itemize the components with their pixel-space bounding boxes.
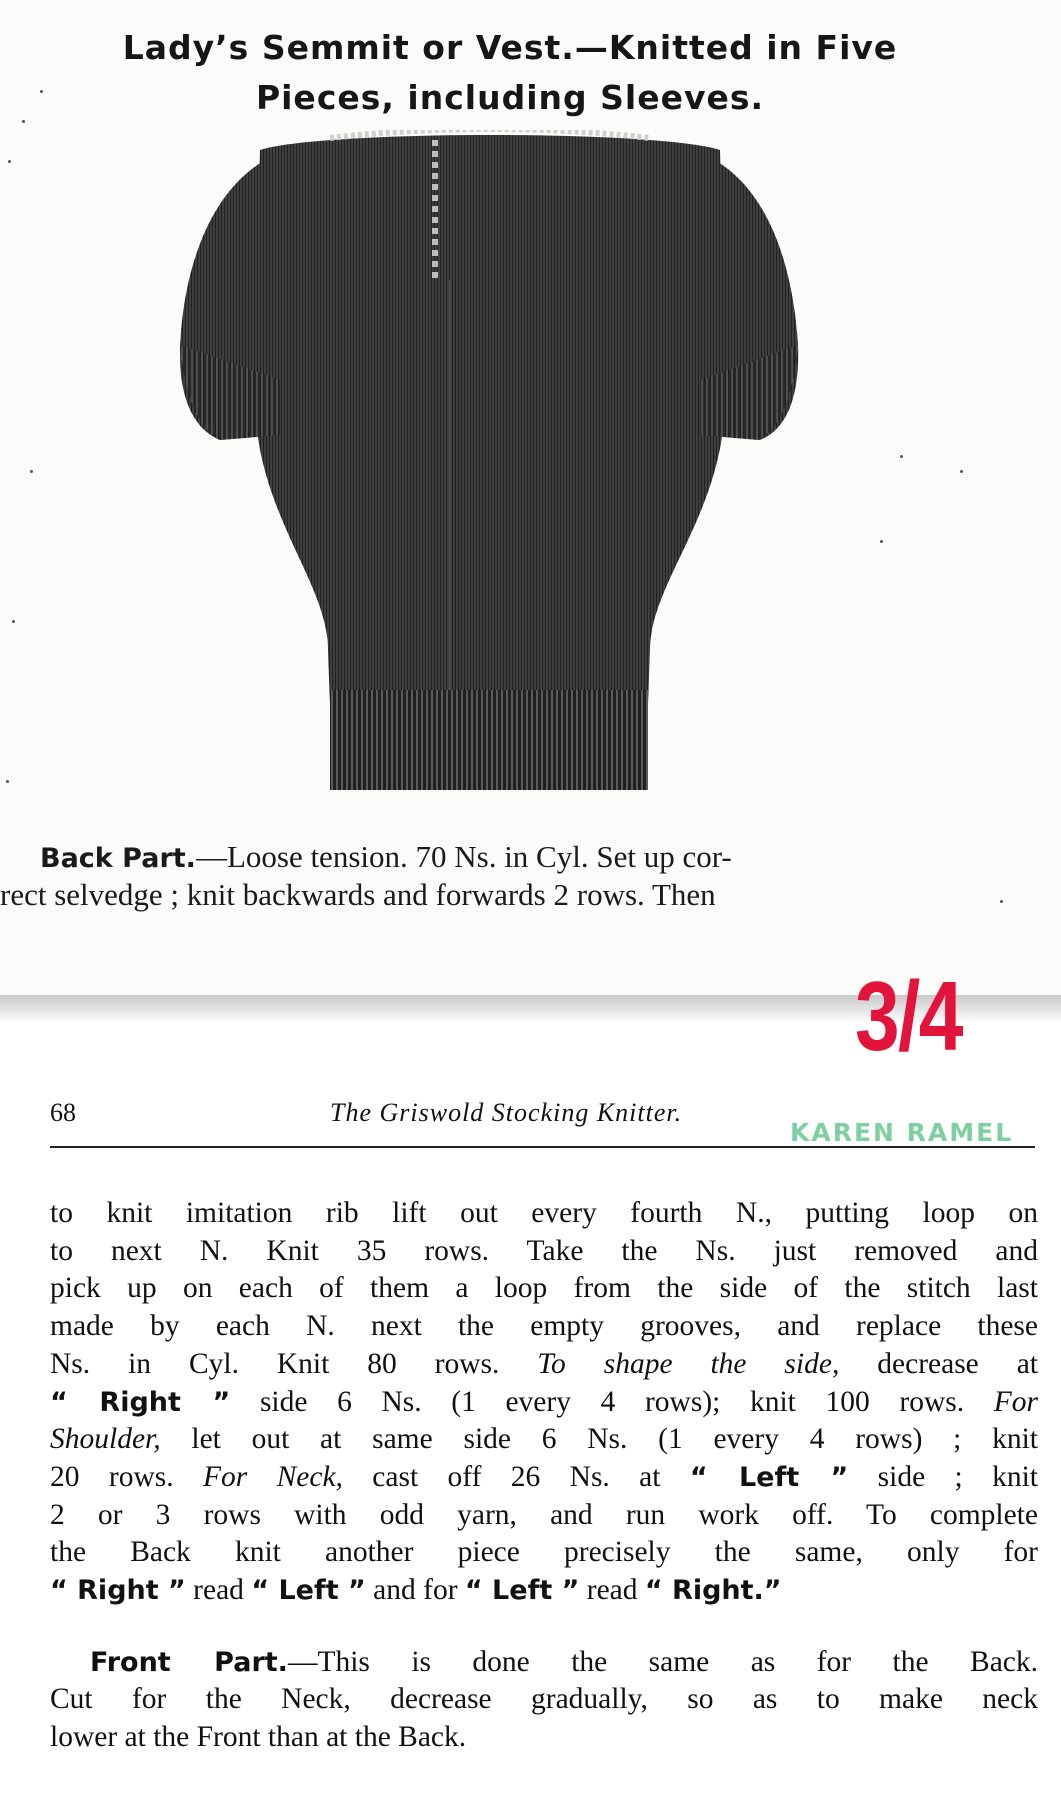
front-part-paragraph: [50, 1644, 1038, 1757]
pattern-body: [50, 1195, 1038, 1757]
pattern-title-line-2: Pieces, including Sleeves.: [255, 78, 765, 117]
body-line: to next N. Knit 35 rows. Take the Ns. just removed and: [50, 1234, 1038, 1267]
vest-illustration: [180, 130, 800, 810]
back-part-line-1: Back Part.—Loose tension. 70 Ns. in Cyl. Set up cor-: [40, 839, 732, 874]
body-line: to knit imitation rib lift out every fourth N., putting loop on: [50, 1197, 1038, 1229]
pattern-title-line-1: Lady’s Semmit or Vest.—Knitted in Five: [122, 28, 898, 67]
body-line: lower at the Front than at the Back.: [50, 1721, 467, 1754]
body-line: Ns. in Cyl. Knit 80 rows. To shape the side, decrease at: [50, 1347, 1038, 1380]
body-line: 20 rows. For Neck, cast off 26 Ns. at “ Left ” side ; knit: [50, 1460, 1038, 1493]
body-line: pick up on each of them a loop from the side of the stitch last: [50, 1272, 1038, 1305]
body-line: “ Right ” side 6 Ns. (1 every 4 rows); knit 100 rows. For: [50, 1385, 1038, 1418]
page-number: 68: [50, 1098, 76, 1127]
page-count-badge: 3/4: [855, 961, 962, 1071]
back-part-line-2: rect selvedge ; knit backwards and forwards 2 rows. Then: [0, 877, 716, 912]
author-credit: KAREN RAMEL: [790, 1118, 1014, 1147]
body-line: Front Part.—This is done the same as for the Back.: [90, 1645, 1038, 1678]
body-line: the Back knit another piece precisely the same, only for: [50, 1536, 1038, 1569]
body-line: made by each N. next the empty grooves, and replace these: [50, 1310, 1038, 1343]
back-part-label: Back Part.: [40, 843, 196, 874]
running-title: The Griswold Stocking Knitter.: [330, 1098, 683, 1127]
page-header: [50, 1098, 1035, 1148]
back-part-paragraph: [50, 1195, 1038, 1610]
body-line: Shoulder, let out at same side 6 Ns. (1 every 4 rows) ; knit: [50, 1423, 1038, 1456]
body-line: “ Right ” read “ Left ” and for “ Left ” read “ Right.”: [50, 1574, 782, 1607]
front-part-label: Front Part.: [90, 1646, 288, 1678]
body-line: 2 or 3 rows with odd yarn, and run work off. To complete: [50, 1498, 1038, 1531]
body-line: Cut for the Neck, decrease gradually, so as to make neck: [50, 1683, 1038, 1716]
